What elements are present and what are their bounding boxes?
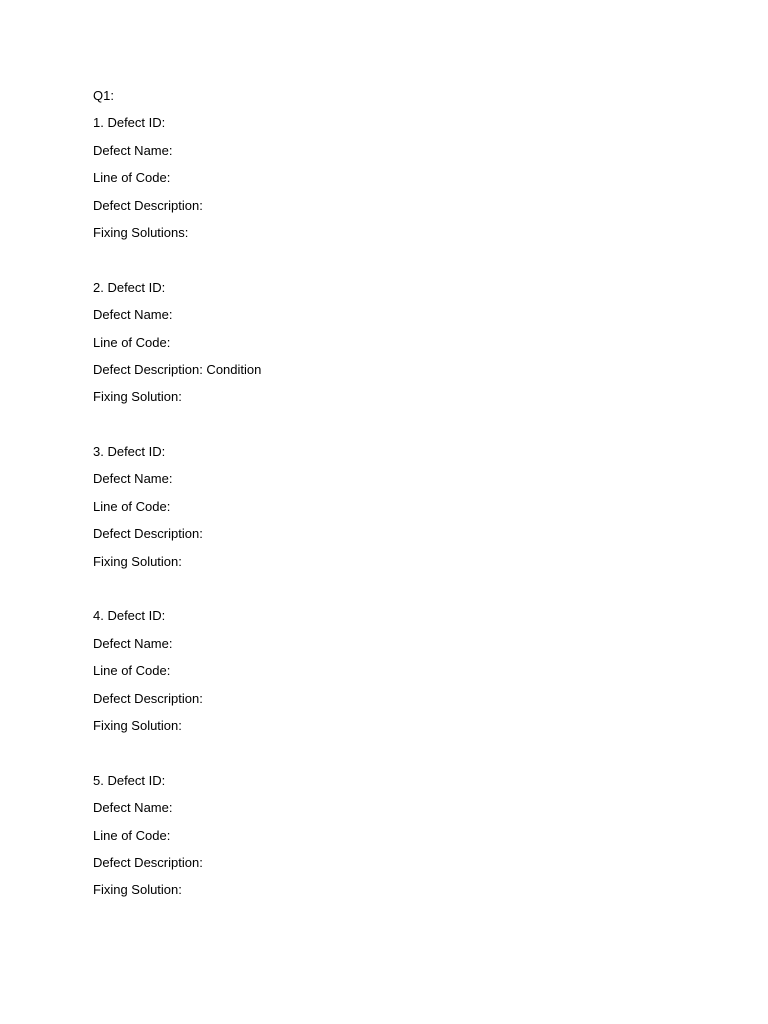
line-of-code-label: Line of Code: (93, 334, 171, 350)
fixing-solution-label: Fixing Solutions: (93, 224, 189, 240)
defect-id-label: 3. Defect ID: (93, 444, 166, 460)
defect-id-label: 2. Defect ID: (93, 279, 166, 295)
defect-id-label: 1. Defect ID: (93, 115, 166, 131)
line-of-code-label: Line of Code: (93, 663, 171, 679)
line-of-code-label: Line of Code: (93, 170, 171, 186)
defect-description-label: Defect Description: (93, 854, 203, 870)
line-of-code-label: Line of Code: (93, 827, 171, 843)
line-of-code-label: Line of Code: (93, 498, 171, 514)
defect-name-label: Defect Name: (93, 635, 173, 651)
blank-line (93, 579, 693, 606)
defect-name-label: Defect Name: (93, 307, 173, 323)
question-heading: Q1: (93, 88, 114, 103)
defect-description-label: Defect Description: Condition (93, 361, 262, 377)
fixing-solution-label: Fixing Solution: (93, 717, 182, 733)
defect-block (93, 442, 693, 579)
blank-line (93, 415, 693, 442)
defect-name-label: Defect Name: (93, 142, 173, 158)
defect-description-label: Defect Description: (93, 197, 203, 213)
blank-line (93, 743, 693, 770)
defect-block (93, 278, 693, 415)
defect-block (93, 771, 693, 908)
document-body (93, 86, 693, 908)
defect-id-label: 5. Defect ID: (93, 772, 166, 788)
fixing-solution-label: Fixing Solution: (93, 553, 182, 569)
defect-name-label: Defect Name: (93, 800, 173, 816)
defect-id-label: 4. Defect ID: (93, 608, 166, 624)
defect-name-label: Defect Name: (93, 471, 173, 487)
defect-description-label: Defect Description: (93, 690, 203, 706)
blank-line (93, 250, 693, 277)
defect-block (93, 113, 693, 250)
fixing-solution-label: Fixing Solution: (93, 389, 182, 405)
defect-description-label: Defect Description: (93, 526, 203, 542)
defect-block (93, 606, 693, 743)
fixing-solution-label: Fixing Solution: (93, 882, 182, 898)
